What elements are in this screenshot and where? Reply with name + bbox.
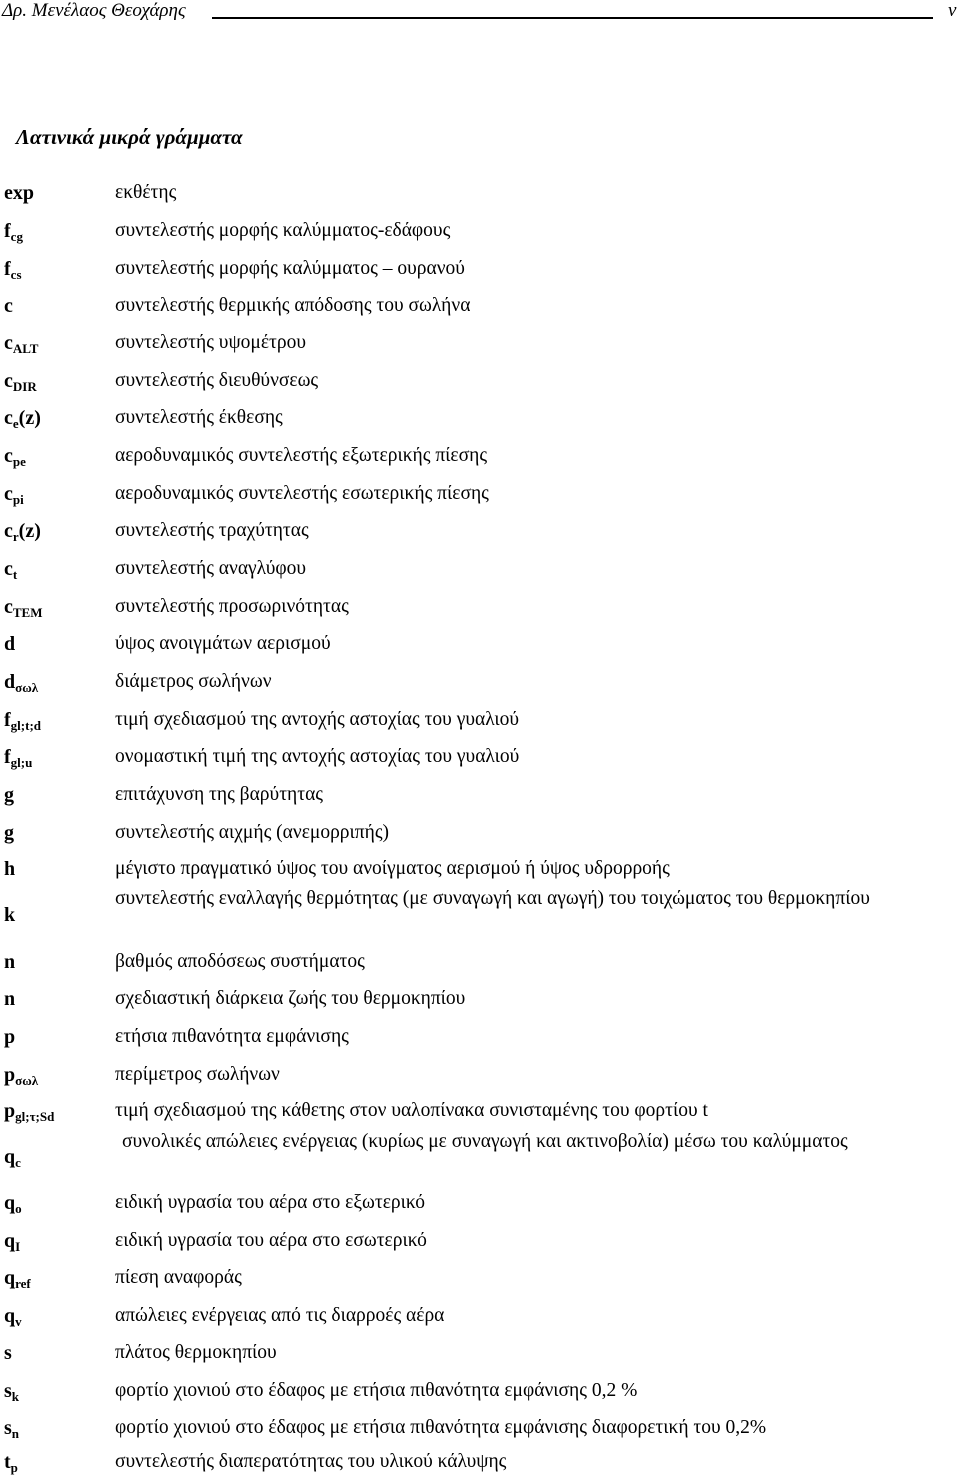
- symbol-base: n: [4, 988, 16, 1010]
- symbol-subscript: σωλ: [15, 680, 39, 695]
- glossary-row: [0, 475, 960, 512]
- symbol-description: συντελεστής τραχύτητας: [115, 520, 309, 541]
- symbol-subscript: v: [15, 1314, 22, 1329]
- symbol: [4, 595, 43, 619]
- glossary-row: [0, 362, 960, 399]
- glossary-row: [0, 212, 960, 250]
- symbol-base: c: [4, 295, 13, 317]
- symbol-base: d: [4, 671, 16, 693]
- symbol-subscript: k: [11, 1389, 20, 1404]
- symbol-suffix: (z): [18, 520, 41, 542]
- symbol-subscript: gl;u: [10, 755, 33, 770]
- symbol: [4, 821, 14, 845]
- symbol-description: βαθμός αποδόσεως συστήματος: [115, 951, 365, 972]
- symbol: [4, 1450, 18, 1474]
- symbol-description: συντελεστής θερμικής απόδοσης του σωλήνα: [115, 295, 471, 316]
- symbol-base: q: [4, 1146, 16, 1168]
- symbol-subscript: cs: [10, 267, 22, 282]
- symbol: [4, 406, 41, 430]
- symbol-subscript: o: [15, 1201, 22, 1216]
- symbol-description: φορτίο χιονιού στο έδαφος με ετήσια πιθανότητα εμφάνισης διαφορετική του 0,2%: [115, 1417, 767, 1438]
- symbol-description: αεροδυναμικός συντελεστής εξωτερικής πίεσης: [115, 445, 488, 466]
- page-header: [0, 0, 960, 24]
- symbol-base: c: [4, 370, 13, 392]
- symbol-description: ειδική υγρασία του αέρα στο εσωτερικό: [115, 1230, 427, 1251]
- symbol-description: συντελεστής μορφής καλύμματος – ουρανού: [115, 258, 465, 279]
- symbol-base: f: [4, 258, 11, 280]
- symbol-base: s: [4, 1380, 12, 1402]
- symbol: [4, 257, 22, 281]
- symbol: [4, 783, 14, 807]
- symbol: [4, 745, 32, 769]
- symbol-base: q: [4, 1305, 16, 1327]
- author-name: Δρ. Μενέλαος Θεοχάρης: [2, 0, 186, 21]
- symbol-base: c: [4, 596, 13, 618]
- symbol: [4, 987, 15, 1011]
- glossary-row: [0, 324, 960, 362]
- glossary-row: [0, 814, 960, 851]
- glossary-row: [0, 625, 960, 663]
- symbol-base: c: [4, 445, 13, 467]
- symbol-subscript: cg: [10, 229, 23, 244]
- symbol-base: p: [4, 1026, 16, 1048]
- glossary-row: [0, 738, 960, 776]
- symbol-description: περίμετρος σωλήνων: [115, 1064, 280, 1085]
- glossary-row: [0, 250, 960, 287]
- glossary-row: [0, 663, 960, 701]
- symbol: [4, 331, 38, 355]
- symbol-description: επιτάχυνση της βαρύτητας: [115, 784, 324, 805]
- symbol-description: συντελεστής υψομέτρου: [115, 332, 307, 353]
- symbol-base: c: [4, 520, 13, 542]
- symbol-base: q: [4, 1267, 16, 1289]
- symbol-base: s: [4, 1342, 12, 1364]
- symbol-base: h: [4, 858, 16, 880]
- symbol-base: f: [4, 220, 11, 242]
- symbol: [4, 903, 15, 927]
- symbol-subscript: ALT: [12, 341, 39, 356]
- symbol-description: διάμετρος σωλήνων: [115, 671, 272, 692]
- glossary-row: [0, 1372, 960, 1409]
- symbol-description: μέγιστο πραγματικό ύψος του ανοίγματος αερισμού ή ύψος υδρορροής: [115, 858, 670, 879]
- symbol-description: απώλειες ενέργειας από τις διαρροές αέρα: [115, 1305, 445, 1326]
- glossary-row: [0, 1297, 960, 1334]
- symbol-description: ετήσια πιθανότητα εμφάνισης: [115, 1026, 349, 1047]
- symbol-description: τιμή σχεδιασμού της κάθετης στον υαλοπίνακα συνισταμένης του φορτίου t: [115, 1100, 708, 1121]
- glossary-row: [0, 1056, 960, 1093]
- symbol-description: ειδική υγρασία του αέρα στο εξωτερικό: [115, 1192, 426, 1213]
- symbol-base: d: [4, 633, 16, 655]
- symbol-base: p: [4, 1064, 16, 1086]
- symbol-description: συντελεστής αναγλύφου: [115, 558, 307, 579]
- symbol-base: p: [4, 1100, 16, 1122]
- header-rule: [212, 17, 933, 19]
- symbol-description: συντελεστής έκθεσης: [115, 407, 283, 428]
- symbol-subscript: n: [11, 1426, 20, 1441]
- symbol: [4, 482, 24, 506]
- symbol-base: k: [4, 904, 16, 926]
- glossary-row: [0, 851, 960, 886]
- symbol-description: συντελεστής εναλλαγής θερμότητας (με συναγωγή και αγωγή) του τοιχώματος του θερμοκηπίου: [115, 888, 870, 909]
- glossary-row: [0, 1129, 960, 1184]
- symbol-base: t: [4, 1451, 11, 1473]
- symbol-description: συντελεστής μορφής καλύμματος-εδάφους: [115, 220, 451, 241]
- glossary-row: [0, 980, 960, 1018]
- symbol-description: τιμή σχεδιασμού της αντοχής αστοχίας του γυαλιού: [115, 709, 520, 730]
- glossary-row: [0, 1409, 960, 1447]
- glossary-row: [0, 1222, 960, 1259]
- glossary-row: [0, 1093, 960, 1129]
- symbol: [4, 1191, 22, 1215]
- symbol: [4, 219, 23, 243]
- symbol-subscript: r: [12, 529, 19, 544]
- symbol: [4, 1063, 38, 1087]
- symbol: [4, 519, 41, 543]
- symbol-description: εκθέτης: [115, 182, 177, 203]
- symbol-subscript: gl;t;d: [10, 718, 42, 733]
- symbol: [4, 1229, 20, 1253]
- symbol-description: ύψος ανοιγμάτων αερισμού: [115, 633, 331, 654]
- symbol-subscript: σωλ: [15, 1073, 39, 1088]
- symbol: [4, 1266, 31, 1290]
- glossary-row: [0, 437, 960, 475]
- glossary-row: [0, 1334, 960, 1372]
- symbol: [4, 181, 34, 205]
- symbol-subscript: pe: [12, 454, 26, 469]
- glossary-row: [0, 1184, 960, 1222]
- symbol: [4, 1416, 19, 1440]
- symbol: [4, 1025, 15, 1049]
- symbol-base: f: [4, 746, 11, 768]
- symbol-base: s: [4, 1417, 12, 1439]
- symbol-description: ονομαστική τιμή της αντοχής αστοχίας του γυαλιού: [115, 746, 520, 767]
- symbol-base: q: [4, 1192, 16, 1214]
- glossary-row: [0, 776, 960, 814]
- symbol-subscript: pi: [12, 492, 24, 507]
- symbol-base: exp: [4, 182, 34, 204]
- symbol: [4, 1304, 22, 1328]
- glossary-row: [0, 588, 960, 625]
- symbol: [4, 1099, 54, 1123]
- symbol-description: αεροδυναμικός συντελεστής εσωτερικής πίεσης: [115, 483, 489, 504]
- glossary-row: [0, 550, 960, 588]
- symbol-base: g: [4, 822, 14, 844]
- symbol-subscript: TEM: [12, 605, 43, 620]
- symbol-description: συντελεστής διευθύνσεως: [115, 370, 319, 391]
- symbol-description: συνολικές απώλειες ενέργειας (κυρίως με συναγωγή και ακτινοβολία) μέσω του καλύμματος: [122, 1131, 848, 1152]
- symbol: [4, 1379, 19, 1403]
- symbol-base: n: [4, 951, 16, 973]
- symbol-description: φορτίο χιονιού στο έδαφος με ετήσια πιθανότητα εμφάνισης 0,2 %: [115, 1380, 638, 1401]
- symbol: [4, 670, 38, 694]
- glossary-row: [0, 1018, 960, 1056]
- glossary-row: [0, 886, 960, 943]
- symbol: [4, 444, 26, 468]
- page-number: v: [948, 0, 957, 21]
- symbol: [4, 857, 15, 881]
- symbol-subscript: I: [15, 1239, 21, 1254]
- symbol: [4, 632, 15, 656]
- symbol: [4, 708, 41, 732]
- symbol-description: συντελεστής προσωρινότητας: [115, 596, 349, 617]
- symbol: [4, 557, 17, 581]
- glossary-row: [0, 701, 960, 738]
- glossary-row: [0, 287, 960, 324]
- glossary-row: [0, 399, 960, 437]
- symbol-description: πίεση αναφοράς: [115, 1267, 242, 1288]
- symbol-description: πλάτος θερμοκηπίου: [115, 1342, 277, 1363]
- symbol-base: c: [4, 407, 13, 429]
- glossary-row: [0, 174, 960, 212]
- symbol-base: q: [4, 1230, 16, 1252]
- symbol: [4, 950, 15, 974]
- symbol-subscript: p: [10, 1460, 18, 1475]
- symbol-base: f: [4, 709, 11, 731]
- glossary-row: [0, 943, 960, 980]
- symbol-base: c: [4, 558, 13, 580]
- symbol-suffix: (z): [18, 407, 41, 429]
- symbol-subscript: c: [15, 1155, 21, 1170]
- symbol: [4, 294, 13, 318]
- symbol: [4, 1145, 21, 1169]
- symbol-subscript: gl;τ;Sd: [15, 1109, 55, 1124]
- symbol: [4, 1341, 12, 1365]
- section-title: Λατινικά μικρά γράμματα: [16, 125, 243, 149]
- glossary-row: [0, 1447, 960, 1477]
- symbol-base: g: [4, 784, 14, 806]
- symbol-description: συντελεστής διαπερατότητας του υλικού κάλυψης: [115, 1451, 507, 1472]
- symbol-subscript: e: [12, 416, 19, 431]
- glossary-row: [0, 512, 960, 550]
- symbol-description: σχεδιαστική διάρκεια ζωής του θερμοκηπίου: [115, 988, 466, 1009]
- symbol-subscript: DIR: [12, 379, 37, 394]
- glossary-row: [0, 1259, 960, 1297]
- symbol-subscript: ref: [15, 1276, 31, 1291]
- symbol-base: c: [4, 332, 13, 354]
- symbol: [4, 369, 37, 393]
- symbol-subscript: t: [12, 567, 18, 582]
- symbol-base: c: [4, 483, 13, 505]
- symbol-description: συντελεστής αιχμής (ανεμορριπής): [115, 822, 390, 843]
